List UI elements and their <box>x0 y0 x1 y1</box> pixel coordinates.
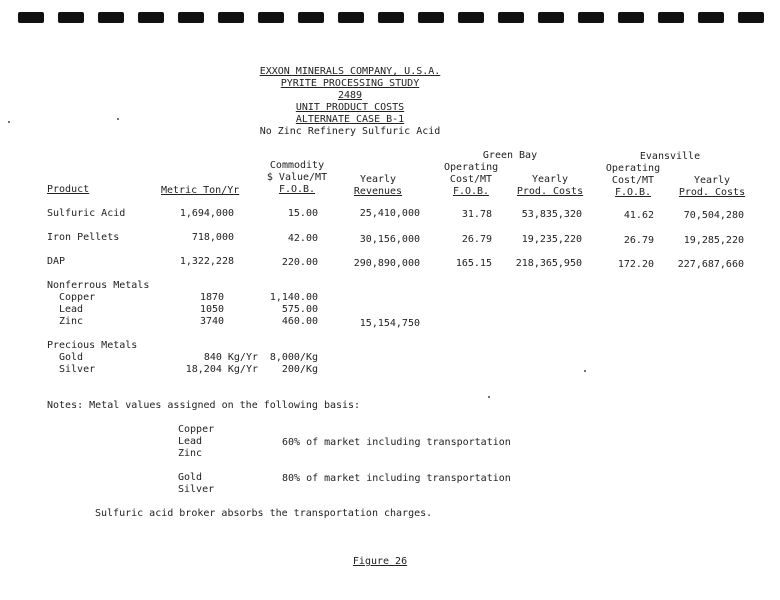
note-metal: Gold <box>178 472 203 483</box>
metal-name: Lead <box>59 304 84 315</box>
commodity-value: 15.00 <box>287 208 318 219</box>
product-name: DAP <box>47 256 66 267</box>
notes-intro: Notes: Metal values assigned on the following basis: <box>47 400 361 411</box>
metal-value: 200/Kg <box>281 364 318 375</box>
punch-hole <box>178 12 204 23</box>
punch-hole <box>618 12 644 23</box>
metal-name: Zinc <box>59 316 84 327</box>
case-note: No Zinc Refinery Sulfuric Acid <box>259 126 441 137</box>
metal-quantity: 3740 <box>200 316 225 327</box>
punch-hole <box>218 12 244 23</box>
scan-speck <box>488 396 490 398</box>
ev-cost-value: 41.62 <box>623 210 654 221</box>
yearly-revenue: 25,410,000 <box>359 208 420 219</box>
ev-prod-header-1: Yearly <box>693 175 731 186</box>
metal-name: Silver <box>59 364 96 375</box>
product-name: Iron Pellets <box>47 232 120 243</box>
ev-prod-value: 227,687,660 <box>677 259 744 270</box>
note-metal: Lead <box>178 436 203 447</box>
punch-hole <box>698 12 724 23</box>
commodity-value: 220.00 <box>281 257 318 268</box>
metal-quantity: 840 Kg/Yr <box>203 352 258 363</box>
ev-cost-header-1: Operating <box>605 163 661 174</box>
metal-name: Copper <box>59 292 96 303</box>
gb-cost-header-3: F.O.B. <box>452 186 490 197</box>
gb-cost-value: 165.15 <box>455 258 492 269</box>
punch-hole <box>418 12 444 23</box>
scan-speck <box>584 370 586 372</box>
nonferrous-section-label: Nonferrous Metals <box>47 280 150 291</box>
nonferrous-revenue: 15,154,750 <box>359 318 420 329</box>
company-name: EXXON MINERALS COMPANY, U.S.A. <box>259 66 441 77</box>
study-title: PYRITE PROCESSING STUDY <box>280 78 420 89</box>
punch-hole <box>298 12 324 23</box>
metal-value: 575.00 <box>281 304 318 315</box>
punch-hole <box>258 12 284 23</box>
figure-caption: Figure 26 <box>352 556 408 567</box>
case-title: ALTERNATE CASE B-1 <box>295 114 405 125</box>
metal-name: Gold <box>59 352 84 363</box>
ev-cost-header-2: Cost/MT <box>611 175 655 186</box>
metric-header: Metric Ton/Yr <box>161 185 240 196</box>
metal-value: 8,000/Kg <box>269 352 318 363</box>
ev-prod-value: 19,285,220 <box>683 235 744 246</box>
punch-hole <box>58 12 84 23</box>
scan-speck <box>117 118 119 120</box>
punch-hole <box>338 12 364 23</box>
gb-prod-header-1: Yearly <box>531 174 569 185</box>
gb-prod-value: 53,835,320 <box>521 209 582 220</box>
punch-hole <box>18 12 44 23</box>
note-metal: Zinc <box>178 448 203 459</box>
note-metal: Silver <box>178 484 215 495</box>
punch-hole <box>578 12 604 23</box>
ev-prod-header-2: Prod. Costs <box>678 187 746 198</box>
punch-holes <box>0 12 780 24</box>
metal-quantity: 1050 <box>200 304 225 315</box>
gb-prod-header-2: Prod. Costs <box>516 186 584 197</box>
gb-cost-header-1: Operating <box>444 162 499 173</box>
punch-hole <box>498 12 524 23</box>
yearly-revenue: 30,156,000 <box>359 234 420 245</box>
page-subject: UNIT PRODUCT COSTS <box>295 102 405 113</box>
revenues-header-1: Yearly <box>359 174 397 185</box>
note-basis-1: 60% of market including transportation <box>282 437 511 448</box>
ev-prod-value: 70,504,280 <box>683 210 744 221</box>
revenues-header-2: Revenues <box>353 186 403 197</box>
gb-cost-value: 31.78 <box>461 209 492 220</box>
gb-cost-header-2: Cost/MT <box>449 174 493 185</box>
product-header: Product <box>47 184 90 195</box>
greenbay-group-header: Green Bay <box>482 150 538 161</box>
precious-section-label: Precious Metals <box>47 340 138 351</box>
product-name: Sulfuric Acid <box>47 208 126 219</box>
metal-quantity: 1870 <box>200 292 225 303</box>
punch-hole <box>378 12 404 23</box>
commodity-header-1: Commodity <box>269 160 325 171</box>
punch-hole <box>658 12 684 23</box>
metal-value: 460.00 <box>281 316 318 327</box>
metal-quantity: 18,204 Kg/Yr <box>185 364 258 375</box>
punch-hole <box>738 12 764 23</box>
study-number: 2489 <box>337 90 363 101</box>
scan-speck <box>8 121 10 123</box>
punch-hole <box>138 12 164 23</box>
commodity-value: 42.00 <box>287 233 318 244</box>
punch-hole <box>458 12 484 23</box>
evansville-group-header: Evansville <box>639 151 701 162</box>
commodity-header-2: $ Value/MT <box>266 172 328 183</box>
gb-prod-value: 218,365,950 <box>515 258 582 269</box>
metric-ton-value: 1,322,228 <box>179 256 234 267</box>
commodity-header-3: F.O.B. <box>278 184 316 195</box>
yearly-revenue: 290,890,000 <box>353 258 420 269</box>
ev-cost-header-3: F.O.B. <box>614 187 652 198</box>
metric-ton-value: 1,694,000 <box>179 208 234 219</box>
gb-cost-value: 26.79 <box>461 234 492 245</box>
note-metal: Copper <box>178 424 215 435</box>
ev-cost-value: 26.79 <box>623 235 654 246</box>
metric-ton-value: 718,000 <box>191 232 234 243</box>
punch-hole <box>538 12 564 23</box>
punch-hole <box>98 12 124 23</box>
ev-cost-value: 172.20 <box>617 259 654 270</box>
metal-value: 1,140.00 <box>269 292 318 303</box>
gb-prod-value: 19,235,220 <box>521 234 582 245</box>
broker-note: Sulfuric acid broker absorbs the transportation charges. <box>95 508 433 519</box>
note-basis-2: 80% of market including transportation <box>282 473 511 484</box>
